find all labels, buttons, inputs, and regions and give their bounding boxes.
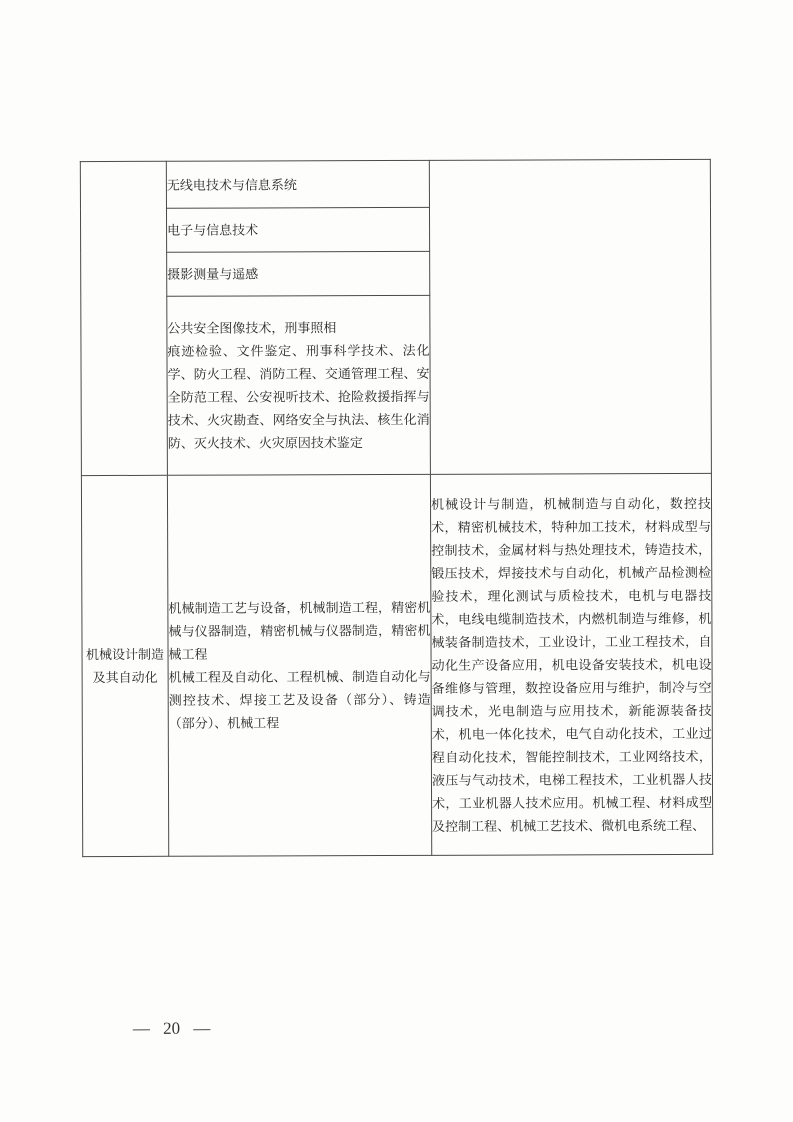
right-mapping-cell-empty <box>429 159 711 474</box>
public-security-line2: 痕迹检验、文件鉴定、刑事科学技术、法化学、防火工程、消防工程、交通管理工程、安全防范工程、公安视听技术、抢险救援指挥与技术、火灾勘查、网络安全与执法、核生化消防、灭火技术、火灾原因技术鉴定 <box>167 342 430 451</box>
category-cell-mechanical-design: 机械设计制造及其自动化 <box>81 475 168 856</box>
major-cell-mechanical-list <box>167 474 431 856</box>
mechanical-list-para2: 机械工程及自动化、工程机械、制造自动化与测控技术、焊接工艺及设备（部分）、铸造（部分）、机械工程 <box>168 668 431 731</box>
major-mapping-table <box>80 159 713 857</box>
major-cell-public-security <box>167 295 431 475</box>
mapping-cell-mechanical <box>430 473 712 855</box>
mechanical-mapping-text: 机械设计与制造，机械制造与自动化，数控技术，精密机械技术，特种加工技术，材料成型与控制技术，金属材料与热处理技术，铸造技术，锻压技术，焊接技术与自动化，机械产品检测检验技术，理化测试与质检技术，电机与电器技术，电线电缆制造技术，内燃机制造与维修，机械装备制造技术，工业设计，工业工程技术，自动化生产设备应用，机电设备安装技术，机电设备维修与管理，数控设备应用与维护，制冷与空调技术，光电制造与应用技术，新能源装备技术，机电一体化技术，电气自动化技术，工业过程自动化技术，智能控制技术，工业网络技术，液压与气动技术，电梯工程技术，工业机器人技术，工业机器人技术应用。机械工程、材料成型及控制工程、机械工艺技术、微机电系统工程、 <box>430 495 713 834</box>
left-category-cell-empty <box>80 161 167 475</box>
major-cell-electronic-info: 电子与信息技术 <box>166 207 429 252</box>
public-security-line1: 公共安全图像技术，刑事照相 <box>167 320 337 336</box>
page-number: — 20 — <box>132 1018 211 1038</box>
mechanical-list-para1: 机械制造工艺与设备，机械制造工程，精密机械与仪器制造，精密机械与仪器制造，精密机械工程 <box>168 599 431 662</box>
major-cell-photogrammetry: 摄影测量与遥感 <box>167 251 430 296</box>
major-cell-radio-tech: 无线电技术与信息系统 <box>166 160 429 208</box>
